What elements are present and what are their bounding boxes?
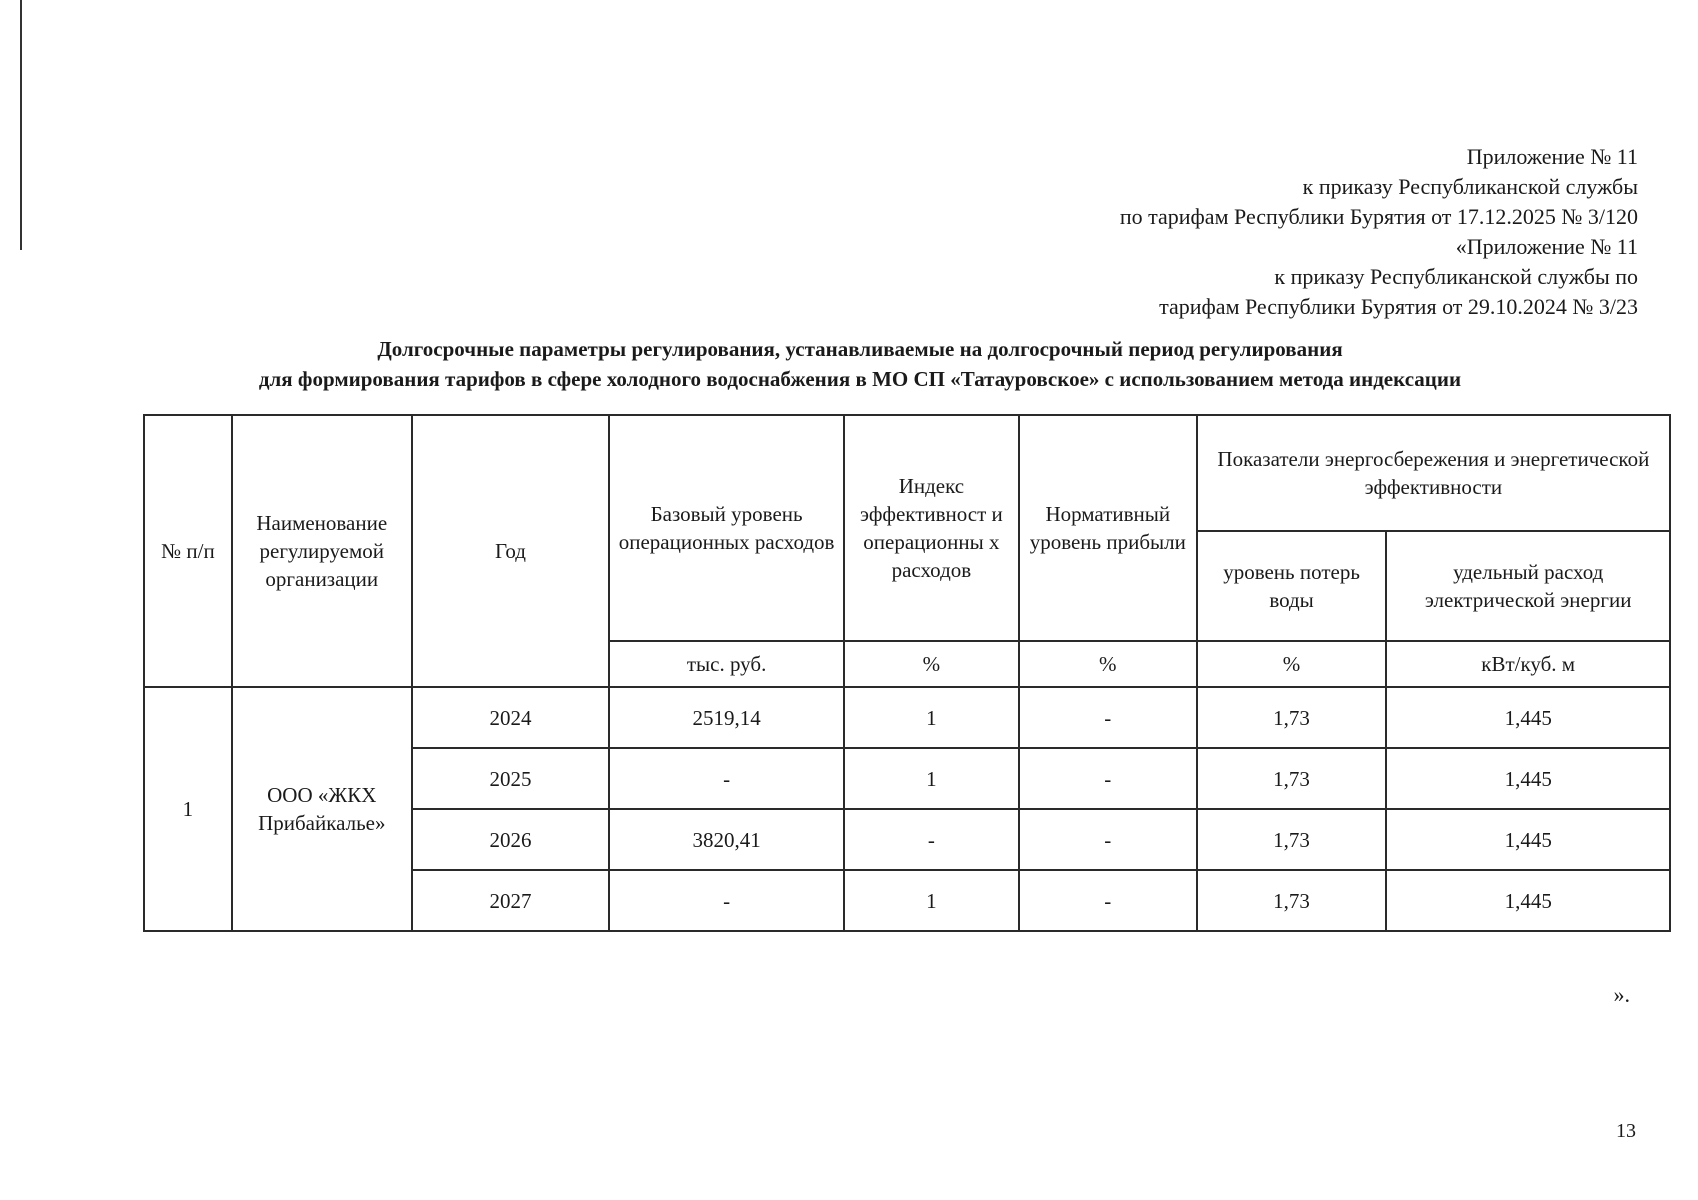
appendix-header xyxy=(1120,142,1638,322)
cell-base-opex: - xyxy=(609,748,844,809)
cell-base-opex: 3820,41 xyxy=(609,809,844,870)
org-number: 1 xyxy=(144,687,232,931)
cell-year: 2025 xyxy=(412,748,610,809)
header-line: Приложение № 11 xyxy=(1466,144,1638,169)
cell-year: 2024 xyxy=(412,687,610,748)
cell-water-loss: 1,73 xyxy=(1197,687,1387,748)
org-name: ООО «ЖКХ Прибайкалье» xyxy=(232,687,412,931)
header-row xyxy=(144,415,1670,531)
cell-profit-level: - xyxy=(1019,687,1197,748)
unit-profit-level: % xyxy=(1019,641,1197,687)
unit-efficiency-index: % xyxy=(844,641,1019,687)
table-row xyxy=(144,687,1670,748)
document-title xyxy=(140,334,1580,394)
cell-profit-level: - xyxy=(1019,870,1197,931)
header-org-name: Наименование регулируемой организации xyxy=(232,415,412,687)
cell-efficiency-index: - xyxy=(844,809,1019,870)
page-number: 13 xyxy=(1616,1120,1636,1142)
unit-electricity: кВт/куб. м xyxy=(1386,641,1670,687)
cell-base-opex: - xyxy=(609,870,844,931)
cell-base-opex: 2519,14 xyxy=(609,687,844,748)
parameters-table xyxy=(143,414,1671,932)
cell-water-loss: 1,73 xyxy=(1197,748,1387,809)
header-year: Год xyxy=(412,415,610,687)
header-line: «Приложение № 11 xyxy=(1455,234,1638,259)
header-line: тарифам Республики Бурятия от 29.10.2024 № 3/23 xyxy=(1159,294,1638,319)
header-water-loss: уровень потерь воды xyxy=(1197,531,1387,641)
header-line: к приказу Республиканской службы по xyxy=(1274,264,1638,289)
cell-water-loss: 1,73 xyxy=(1197,870,1387,931)
cell-efficiency-index: 1 xyxy=(844,748,1019,809)
header-electricity: удельный расход электрической энергии xyxy=(1386,531,1670,641)
header-num: № п/п xyxy=(144,415,232,687)
title-line-2: для формирования тарифов в сфере холодного водоснабжения в МО СП «Татауровское» с использованием метода индексации xyxy=(258,367,1462,391)
header-profit-level: Нормативный уровень прибыли xyxy=(1019,415,1197,641)
cell-electricity: 1,445 xyxy=(1386,748,1670,809)
cell-year: 2027 xyxy=(412,870,610,931)
cell-electricity: 1,445 xyxy=(1386,870,1670,931)
cell-water-loss: 1,73 xyxy=(1197,809,1387,870)
unit-water-loss: % xyxy=(1197,641,1387,687)
cell-electricity: 1,445 xyxy=(1386,687,1670,748)
header-energy-group: Показатели энергосбережения и энергетической эффективности xyxy=(1197,415,1670,531)
title-line-1: Долгосрочные параметры регулирования, устанавливаемые на долгосрочный период регулирования xyxy=(377,337,1343,361)
header-efficiency-index: Индекс эффективност и операционны х расходов xyxy=(844,415,1019,641)
cell-profit-level: - xyxy=(1019,809,1197,870)
unit-base-opex: тыс. руб. xyxy=(609,641,844,687)
cell-efficiency-index: 1 xyxy=(844,687,1019,748)
header-line: к приказу Республиканской службы xyxy=(1302,174,1638,199)
header-base-opex: Базовый уровень операционных расходов xyxy=(609,415,844,641)
cell-year: 2026 xyxy=(412,809,610,870)
cell-profit-level: - xyxy=(1019,748,1197,809)
closing-quote-mark: ». xyxy=(1613,982,1630,1007)
header-line: по тарифам Республики Бурятия от 17.12.2025 № 3/120 xyxy=(1119,204,1638,229)
binding-margin-line xyxy=(20,0,22,250)
cell-efficiency-index: 1 xyxy=(844,870,1019,931)
cell-electricity: 1,445 xyxy=(1386,809,1670,870)
